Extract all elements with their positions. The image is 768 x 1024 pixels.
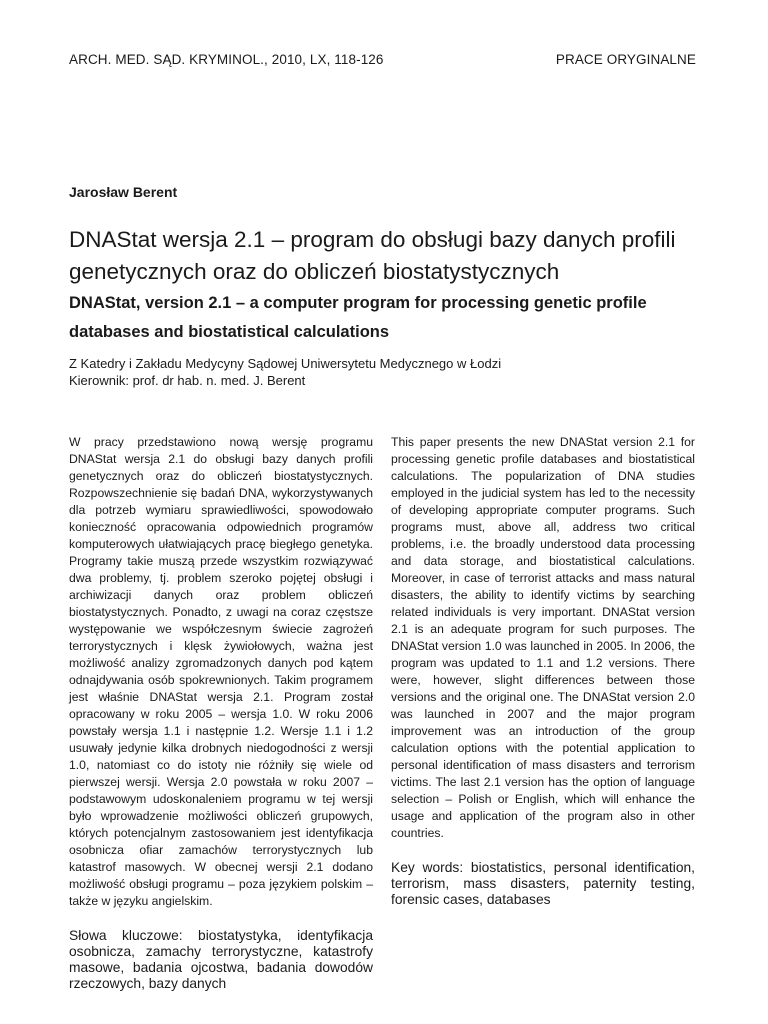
affiliation-head: Kierownik: prof. dr hab. n. med. J. Berent [69,373,306,388]
abstract-english-column [391,434,695,908]
abstract-polish: W pracy przedstawiono nową wersję programu DNAStat wersja 2.1 do obsługi bazy danych profili genetycznych oraz do obliczeń biostatystycznych. Rozpowszechnienie się badań DNA, wykorzystywanych dla potrzeb wymiaru sprawiedliwości, spowodowało konieczność opracowania odpowiednich programów komputerowych ułatwiających pracę biegłego genetyka. Programy takie muszą przede wszystkim rozwiązywać dwa problemy, tj. problem szeroko pojętej obsługi i archiwizacji danych oraz problem obliczeń biostatystycznych. Ponadto, z uwagi na coraz częstsze występowanie we współczesnym świecie zagrożeń terrorystycznych i klęsk żywiołowych, ważna jest możliwość analizy zgromadzonych danych pod kątem odnajdywania osób spokrewnionych. Takim programem jest właśnie DNAStat wersja 2.1. Program został opracowany w roku 2005 – wersja 1.0. W roku 2006 powstały wersja 1.1 i następnie 1.2. Wersje 1.1 i 1.2 usuwały jedynie kilka drobnych niedogodności z wersji 1.0, natomiast co do istoty nie różniły się wiele od pierwszej wersji. Wersja 2.0 powstała w roku 2007 – podstawowym udoskonaleniem programu w tej wersji było wprowadzenie możliwości obliczeń grupowych, których potencjalnym zastosowaniem jest identyfikacja osobnicza ofiar zamachów terrorystycznych lub katastrof masowych. W obecnej wersji 2.1 dodano możliwość obsługi programu – poza językiem polskim – także w języku angielskim. [69,435,373,908]
journal-citation: ARCH. MED. SĄD. KRYMINOL., 2010, LX, 118-126 [69,52,384,67]
title-english: DNAStat, version 2.1 – a computer program for processing genetic profile databases and biostatistical calculations [69,294,647,341]
affiliation [69,355,709,389]
title-polish: DNAStat wersja 2.1 – program do obsługi bazy danych profili genetycznych oraz do obliczeń biostatystycznych [69,227,676,284]
abstract-english: This paper presents the new DNAStat version 2.1 for processing genetic profile databases and biostatistical calculations. The popularization of DNA studies employed in the judicial system has led to the necessity of developing appropriate computer programs. Such programs must, above all, address two critical problems, i.e. the broadly understood data processing and data storage, and biostatistical calculations. Moreover, in case of terrorist attacks and mass natural disasters, the ability to identify victims by searching related individuals is very important. DNAStat version 2.1 is an adequate program for such purposes. The DNAStat version 1.0 was launched in 2005. In 2006, the program was updated to 1.1 and 1.2 versions. There were, however, slight differences between those versions and the original one. The DNAStat version 2.0 was launched in 2007 and the major program improvement was an introduction of the group calculation options with the potential application to personal identification of mass disasters and terrorism victims. The last 2.1 version has the option of language selection – Polish or English, which will enhance the usage and application of the program also in other countries. [391,435,695,840]
keywords-polish: Słowa kluczowe: biostatystyka, identyfikacja osobnicza, zamachy terrorystyczne, katastrofy masowe, badania ojcostwa, badania dowodów rzeczowych, bazy danych [69,928,373,991]
article-type: PRACE ORYGINALNE [555,52,696,67]
abstract-polish-column [69,434,373,992]
keywords-english: Key words: biostatistics, personal identification, terrorism, mass disasters, paternity testing, forensic cases, databases [391,860,695,907]
affiliation-department: Z Katedry i Zakładu Medycyny Sądowej Uniwersytetu Medycznego w Łodzi [69,356,502,371]
author-name: Jarosław Berent [69,184,178,200]
